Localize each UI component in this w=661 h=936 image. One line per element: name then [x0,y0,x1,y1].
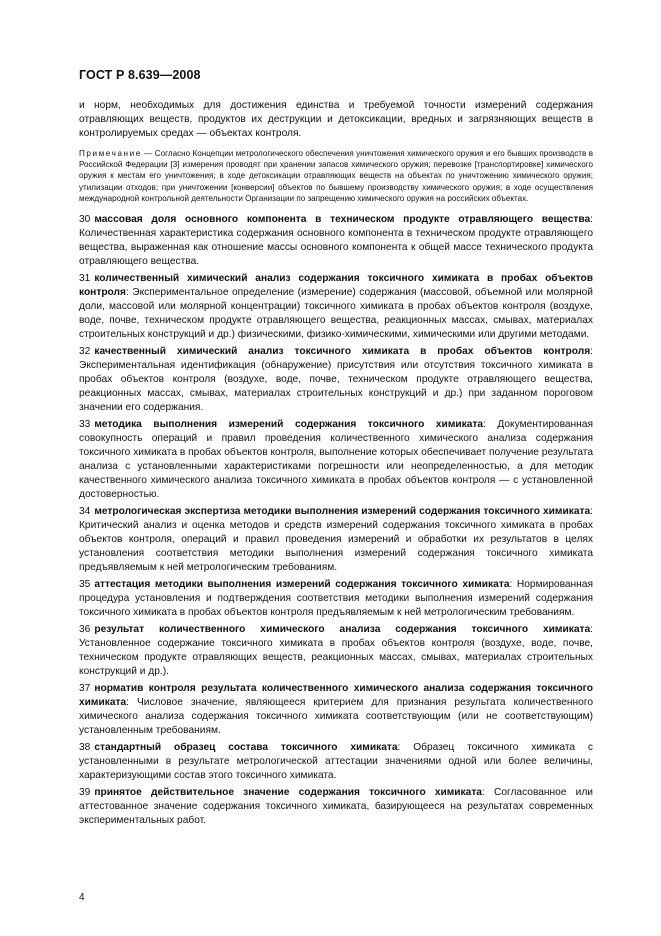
term-number: 37 [79,683,91,695]
term-name: принятое действительное значение содержания токсичного химиката [94,787,482,799]
term-entry-32 [79,345,593,415]
note-label: Примечание [79,149,142,158]
term-entry-36 [79,623,593,679]
term-number: 34 [79,506,91,518]
term-entry-33 [79,418,593,502]
term-entry-39 [79,786,593,828]
term-name: качественный химический анализ токсичного химиката в пробах объектов контроля [94,346,591,358]
term-definition: : Экспериментальная идентификация (обнаружение) присутствия или отсутствия токсичного химиката в пробах объектов контроля (воздухе, воде, почве, техническом продукте отравляющего вещества, реакционных массах, смывах, материалах строительных конструкций и др.) при заданном пороговом значении его содержания. [79,346,593,414]
term-number: 30 [79,214,91,226]
term-name: массовая доля основного компонента в техническом продукте отравляющего вещества [94,214,591,226]
term-entry-38 [79,741,593,783]
term-entry-37 [79,682,593,738]
term-number: 39 [79,787,91,799]
term-name: аттестация методики выполнения измерений содержания токсичного химиката [94,579,510,591]
note-paragraph [79,148,593,204]
term-definition: : Нормированная процедура установления и подтверждения соответствия методики выполнения измерений содержания токсичного химиката в пробах объектов контроля предъявляемым к ней метрологическим требованиям. [79,579,593,619]
term-definition: : Экспериментальное определение (измерение) содержания (массовой, объемной или молярной доли, массовой или молярной концентрации) токсичного химиката в пробах объектов контроля (воздухе, воде, почве, техническом продукте отравляющего вещества, реакционных массах, смывах, материалах строительных конструкций и др.) физическими, физико-химическими, химическими или другими методами. [79,287,593,341]
term-definition: : Образец токсичного химиката с установленными в результате метрологической аттестации значениями одной или более величины, характеризующими состав этого токсичного химиката. [79,742,593,782]
term-entries [79,213,593,828]
term-name: методика выполнения измерений содержания токсичного химиката [94,419,484,431]
term-name: стандартный образец состава токсичного химиката [94,742,398,754]
term-entry-31 [79,272,593,342]
term-name: количественный химический анализ содержания токсичного химиката в пробах объектов контроля [79,273,593,299]
term-number: 31 [79,273,91,285]
term-number: 33 [79,419,91,431]
term-number: 32 [79,346,91,358]
term-name: метрологическая экспертиза методики выполнения измерений содержания токсичного химиката [94,506,591,518]
term-definition: : Числовое значение, являющееся критерием для признания результата количественного химического анализа содержания токсичного химиката соответствующим (или не соответствующим) установленным требованиям. [79,697,593,737]
term-number: 38 [79,742,91,754]
term-entry-34 [79,505,593,575]
term-entry-30 [79,213,593,269]
term-name: норматив контроля результата количественного химического анализа содержания токсичного химиката [79,683,593,709]
term-number: 36 [79,624,91,636]
page-content [79,99,593,831]
term-entry-35 [79,578,593,620]
term-definition: : Согласованное или аттестованное значение содержания токсичного химиката, базирующееся на результатах современных экспериментальных работ. [79,787,593,827]
term-definition: : Документированная совокупность операций и правил проведения количественного химического анализа содержания токсичного химиката в пробах объектов контроля, выполнение которых обеспечивает получение результата анализа с установленными характеристиками погрешности или неопределенностью, а для методик качественного химического анализа токсичного химиката в пробах объектов контроля — с установленной достоверностью. [79,419,593,501]
intro-paragraph: и норм, необходимых для достижения единства и требуемой точности измерений содержания отравляющих веществ, продуктов их деструкции и детоксикации, вредных и загрязняющих веществ в контролируемых средах — объектах контроля. [79,100,593,139]
term-definition: : Установленное содержание токсичного химиката в пробах объектов контроля (воздухе, воде, почве, техническом продукте отравляющих веществ, реакционных массах, смывах, материалах строительных конструкций и др.). [79,624,593,678]
term-number: 35 [79,579,91,591]
term-definition: : Критический анализ и оценка методов и средств измерений содержания токсичного химиката в пробах объектов контроля, операций и правил проведения измерений и обработки их результатов в целях установления соответствия методики выполнения измерений содержания токсичного химиката предъявляемым к ней метрологическим требованиям. [79,506,593,574]
page-number: 4 [79,892,85,903]
note-text: — Согласно Концепции метрологического обеспечения уничтожения химического оружия и его бывших производств в Российской Федерации [3] измерения проводят при хранении запасов химического оружия; перевозке [транспортировке] химического оружия к местам его уничтожения; в ходе детоксикации отравляющих веществ на объектах по уничтожению химического оружия; утилизации отходов; при уничтожении [конверсии] объектов по бывшему производству химического оружия; в ходе осуществления международной контрольной деятельности Организации по запрещению химического оружия на российских объектах. [79,149,593,203]
term-name: результат количественного химического анализа содержания токсичного химиката [94,624,591,636]
term-definition: : Количественная характеристика содержания основного компонента в техническом продукте отравляющего вещества, выраженная как отношение массы основного компонента к общей массе технического продукта отравляющего вещества. [79,214,593,268]
document-header: ГОСТ Р 8.639—2008 [79,68,201,82]
